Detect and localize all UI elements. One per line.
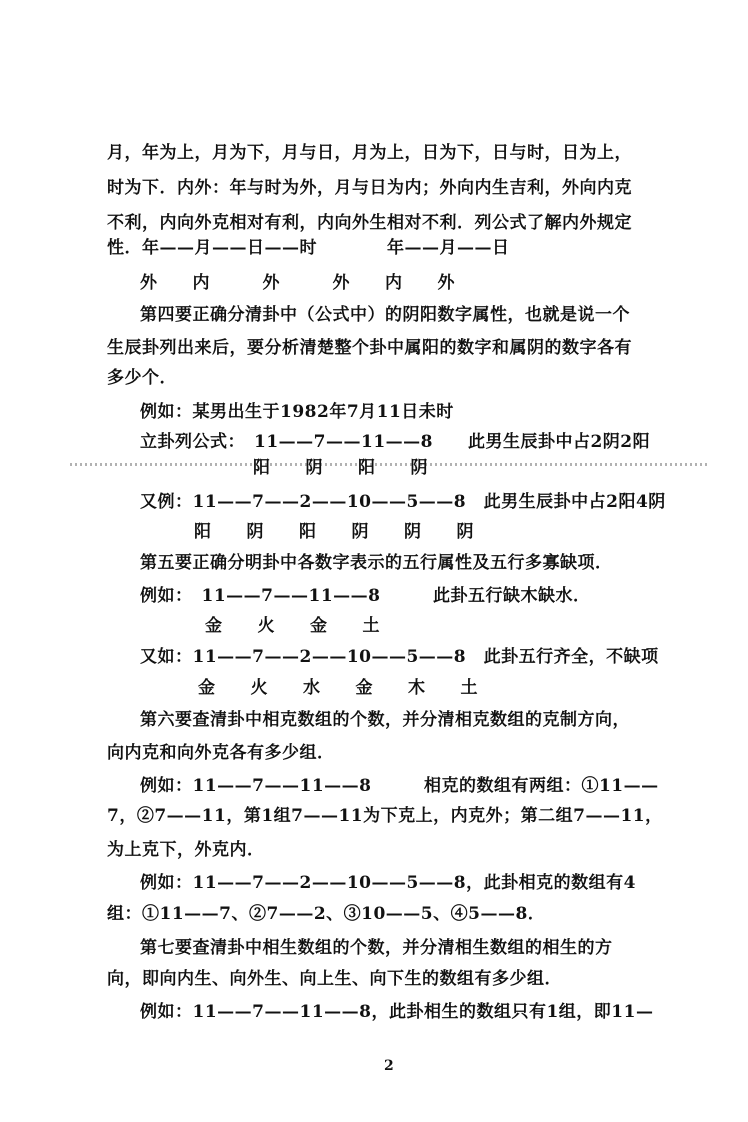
text-line: 第七要查清卦中相生数组的个数，并分清相生数组的相生的方 [140,938,613,958]
text-line: 第五要正确分明卦中各数字表示的五行属性及五行多寡缺项． [140,553,613,573]
text-line: 例如： 11——7——11——8 此卦五行缺木缺水． [140,586,591,606]
text-line: 又如：11——7——2——10——5——8 此卦五行齐全，不缺项 [140,647,659,667]
text-line: 向，即向内生、向外生、向上生、向下生的数组有多少组． [107,969,562,989]
text-line: 7，②7——11，第1组7——11为下克上，内克外；第二组7——11， [107,806,663,826]
text-line: 月，年为上，月为下，月与日，月为上，日为下，日与时，日为上， [107,143,632,163]
text-line: 立卦列公式： 11——7——11——8 此男生辰卦中占2阴2阳 [140,432,651,452]
text-line: 性．年——月——日——时 年——月——日 [107,238,510,258]
text-line: 阳 阴 阳 阴 [253,458,428,478]
text-line: 例如：11——7——11——8 相克的数组有两组：①11—— [140,776,659,796]
text-line: 不利，内向外克相对有利，内向外生相对不利．列公式了解内外规定 [107,213,632,233]
text-line: 第四要正确分清卦中（公式中）的阴阳数字属性，也就是说一个 [140,305,630,325]
text-line: 多少个． [107,368,177,388]
page-number: 2 [384,1058,394,1074]
text-line: 时为下．内外：年与时为外，月与日为内；外向内生吉利，外向内克 [107,178,632,198]
text-line: 生辰卦列出来后，要分析清楚整个卦中属阳的数字和属阴的数字各有 [107,338,632,358]
text-line: 向内克和向外克各有多少组． [107,743,335,763]
text-line: 为上克下，外克内． [107,840,265,860]
text-line: 又例：11——7——2——10——5——8 此男生辰卦中占2阳4阴 [140,492,666,512]
text-line: 例如：11——7——11——8，此卦相生的数组只有1组，即11— [140,1002,654,1022]
text-line: 金 火 金 土 [205,616,380,636]
text-line: 例如：某男出生于1982年7月11日未时 [140,402,454,422]
text-line: 例如：11——7——2——10——5——8，此卦相克的数组有4 [140,873,636,893]
text-line: 外 内 外 外 内 外 [140,273,455,293]
text-line: 第六要查清卦中相克数组的个数，并分清相克数组的克制方向， [140,710,630,730]
text-line: 阳 阴 阳 阴 阴 阴 [194,522,474,542]
text-line: 金 火 水 金 木 土 [198,678,478,698]
text-line: 组：①11——7、②7——2、③10——5、④5——8． [107,904,546,924]
